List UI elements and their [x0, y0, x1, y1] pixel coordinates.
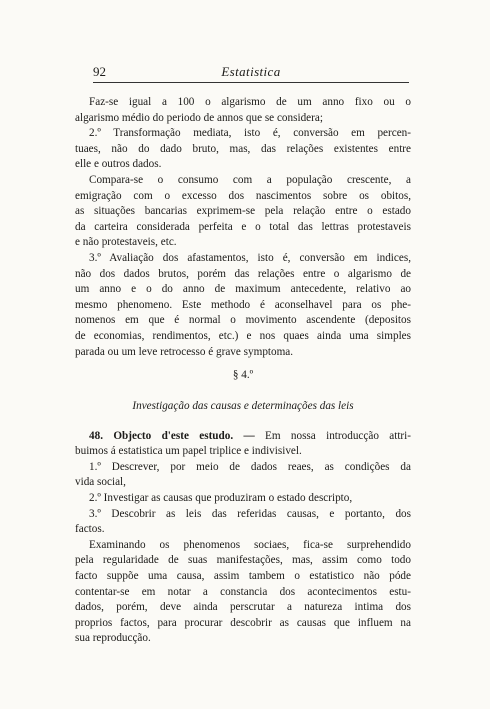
text-line: sua reproducção. — [75, 632, 151, 645]
page-number: 92 — [93, 64, 106, 79]
section-title: Investigação das causas e determinações das leis — [132, 400, 354, 413]
text-line: 2.º Transformação mediata, isto é, conversão em percen- — [89, 127, 411, 140]
header-rule — [93, 82, 409, 83]
text-line: parada ou um leve retrocesso é grave symptoma. — [75, 345, 294, 358]
list-item: 1.º Descrever, por meio de dados reaes, as condições da — [89, 460, 411, 473]
list-item: vida social, — [75, 476, 126, 489]
text-line: 3.º Avaliação dos afastamentos, isto é, conversão em indices, — [89, 251, 411, 264]
text-line: buimos á estatistica um papel triplice e indivisivel. — [75, 445, 302, 458]
text-line: de economias, rendimentos, etc.) e nos quaes ainda uma simples — [75, 329, 411, 342]
text-line: da carteira considerada perfeita e o total das lettras protestaveis — [75, 220, 411, 233]
text-line: Compara-se o consumo com a população crescente, a — [89, 173, 411, 186]
text-line: tuaes, não do dado bruto, mas, das relações existentes entre — [75, 142, 411, 155]
list-item: factos. — [75, 523, 105, 536]
running-header — [93, 64, 409, 82]
text-line — [75, 429, 411, 445]
text-line: não dos dados brutos, porém das relações entre o algarismo de — [75, 267, 411, 280]
text-line: proprios factos, para procurar descobrir as causas que influem na — [75, 616, 411, 629]
text-line: pela regularidade de suas manifestações, mas, assim como todo — [75, 554, 411, 567]
text-line: facto suppõe uma causa, assim tambem o estatistico não póde — [75, 570, 411, 583]
text-line: dados, porém, deve ainda perscrutar a natureza intima dos — [75, 601, 411, 614]
text-line: contentar-se em notar a constancia dos acontecimentos estu- — [75, 585, 411, 598]
text-line: nomenos em que é normal o movimento ascendente (depositos — [75, 314, 411, 327]
text-line: elle e outros dados. — [75, 158, 162, 171]
body-text — [75, 95, 411, 647]
text-line: algarismo médio do periodo de annos que se considera; — [75, 111, 323, 124]
section-mark: § 4.º — [232, 369, 254, 382]
text-line: emigração com o excesso dos nascimentos sobre os obitos, — [75, 189, 411, 202]
text-run: Em nossa introducção attri- — [254, 429, 411, 442]
running-title: Estatistica — [221, 64, 281, 79]
text-line: mesmo phenomeno. Este methodo é aconselhavel para os phe- — [75, 298, 411, 311]
text-line: Examinando os phenomenos sociaes, fica-se surprehendido — [89, 538, 411, 551]
text-line: as situações bancarias exprimem-se pela relação entre o estado — [75, 205, 411, 218]
text-line: Faz-se igual a 100 o algarismo de um anno fixo ou o — [89, 96, 411, 108]
text-line: e não protestaveis, etc. — [75, 236, 177, 249]
list-item: 2.º Investigar as causas que produziram o estado descripto, — [89, 492, 353, 505]
section-heading: 48. Objecto d'este estudo. — — [89, 429, 255, 442]
list-item: 3.º Descobrir as leis das referidas causas, e portanto, dos — [89, 507, 411, 520]
text-line: um anno e o do anno de maximum antecedente, relativo ao — [75, 283, 411, 296]
